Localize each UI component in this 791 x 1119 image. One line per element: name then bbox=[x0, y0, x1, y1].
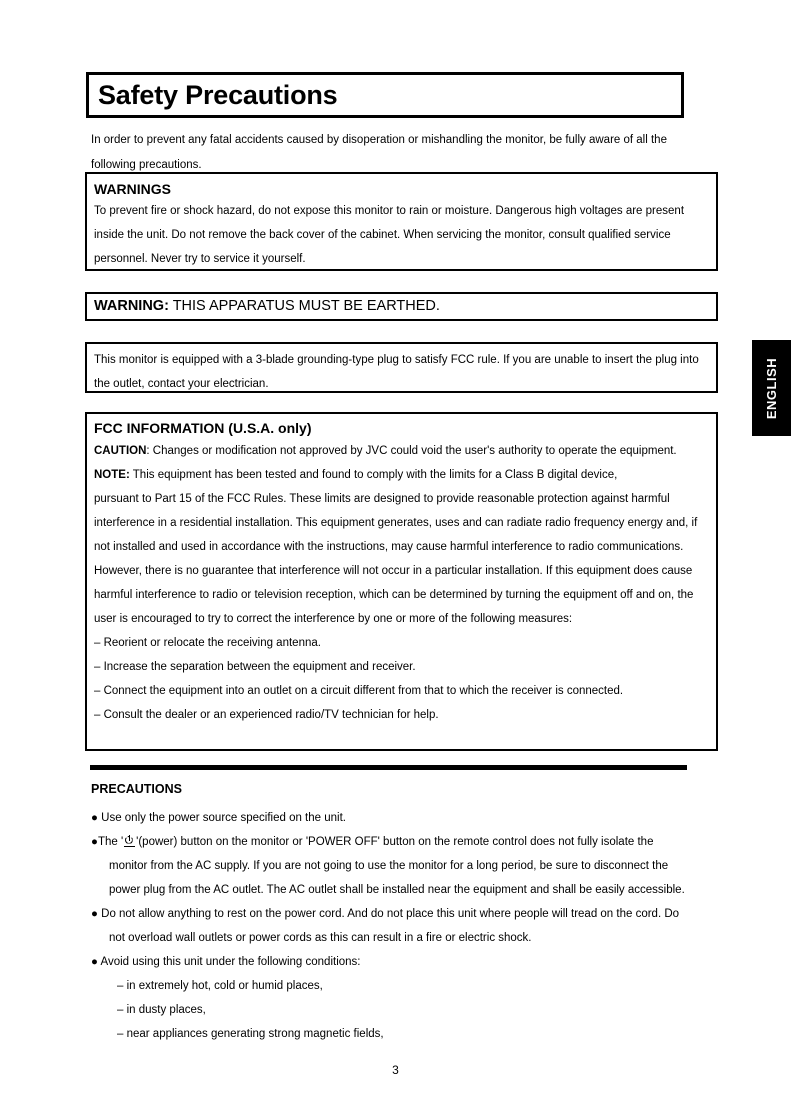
apparatus-warning-label: WARNING: bbox=[94, 298, 169, 315]
fcc-heading: FCC INFORMATION (U.S.A. only) bbox=[94, 420, 312, 436]
fcc-measure-item: – Increase the separation between the equipment and receiver. bbox=[94, 661, 416, 673]
precautions-item-continuation: not overload wall outlets or power cords as this can result in a fire or electric shock. bbox=[109, 931, 532, 944]
language-side-tab-label: ENGLISH bbox=[764, 357, 780, 419]
fcc-measure-item: – Connect the equipment into an outlet on a circuit different from that to which the receiver is connected. bbox=[94, 685, 624, 697]
grounding-plug-box bbox=[85, 342, 718, 393]
precautions-item: ● Do not allow anything to rest on the power cord. And do not place this unit where people will tread on the cord. Do bbox=[91, 907, 680, 920]
precautions-item-suffix: '(power) button on the monitor or 'POWER OFF' button on the remote control does not fully isolate the bbox=[136, 835, 654, 848]
fcc-note-label: NOTE: bbox=[94, 469, 130, 481]
grounding-plug-body: This monitor is equipped with a 3-blade grounding-type plug to satisfy FCC rule. If you are unable to insert the plug into the outlet, contact your electrician. bbox=[94, 354, 699, 390]
section-divider-rule bbox=[90, 765, 687, 770]
fcc-note-line bbox=[94, 463, 709, 487]
precautions-item-prefix: ●The ' bbox=[91, 835, 124, 848]
fcc-caution-text: : Changes or modification not approved by JVC could void the user's authority to operate the equipment. bbox=[146, 445, 677, 457]
fcc-caution-line bbox=[94, 439, 709, 463]
fcc-note-body: pursuant to Part 15 of the FCC Rules. These limits are designed to provide reasonable protection against harmful interference in a residential installation. This equipment generates, uses and can radiate radio frequency energy and, if not installed and used in accordance with the instructions, may cause harmful interference to radio communications. However, there is no guarantee that interference will not occur in a particular installation. If this equipment does cause harmful interference to radio or television reception, which can be determined by turning the equipment off and on, the user is encouraged to try to correct the interference by one or more of the following measures: bbox=[94, 493, 698, 625]
precautions-subitem: – in extremely hot, cold or humid places, bbox=[117, 979, 323, 992]
warnings-heading: WARNINGS bbox=[94, 181, 171, 197]
precautions-item-continuation: power plug from the AC outlet. The AC outlet shall be installed near the equipment and shall be easily accessible. bbox=[109, 883, 685, 896]
precautions-item: ● Avoid using this unit under the following conditions: bbox=[91, 955, 361, 968]
precautions-item bbox=[91, 830, 716, 854]
precautions-subitem: – near appliances generating strong magnetic fields, bbox=[117, 1027, 384, 1040]
fcc-measure-item: – Reorient or relocate the receiving antenna. bbox=[94, 637, 321, 649]
precautions-subitem: – in dusty places, bbox=[117, 1003, 206, 1016]
precautions-item-continuation: monitor from the AC supply. If you are not going to use the monitor for a long period, be sure to disconnect the bbox=[109, 859, 669, 872]
precautions-heading: PRECAUTIONS bbox=[91, 782, 182, 796]
page-title-box bbox=[86, 72, 684, 118]
fcc-caution-label: CAUTION bbox=[94, 445, 147, 457]
apparatus-warning-text: THIS APPARATUS MUST BE EARTHED. bbox=[172, 298, 440, 315]
page-number: 3 bbox=[392, 1063, 399, 1077]
intro-paragraph: In order to prevent any fatal accidents caused by disoperation or mishandling the monitor, be fully aware of all the following precautions. bbox=[91, 134, 667, 171]
apparatus-warning-line bbox=[94, 299, 440, 314]
fcc-note-text: This equipment has been tested and found to comply with the limits for a Class B digital device, bbox=[129, 469, 618, 481]
fcc-measure-item: – Consult the dealer or an experienced radio/TV technician for help. bbox=[94, 709, 439, 721]
warnings-body: To prevent fire or shock hazard, do not expose this monitor to rain or moisture. Dangerous high voltages are present inside the unit. Do not remove the back cover of the cabinet. When servicing the monitor, consult qualified service personnel. Never try to service it yourself. bbox=[94, 205, 685, 265]
precautions-item: ● Use only the power source specified on the unit. bbox=[91, 811, 346, 824]
precautions-section bbox=[91, 783, 716, 1046]
warnings-box bbox=[85, 172, 718, 271]
power-icon bbox=[124, 835, 135, 847]
language-side-tab bbox=[752, 340, 791, 436]
fcc-information-box bbox=[85, 412, 718, 751]
apparatus-warning-box bbox=[85, 292, 718, 321]
page-title: Safety Precautions bbox=[98, 79, 338, 110]
